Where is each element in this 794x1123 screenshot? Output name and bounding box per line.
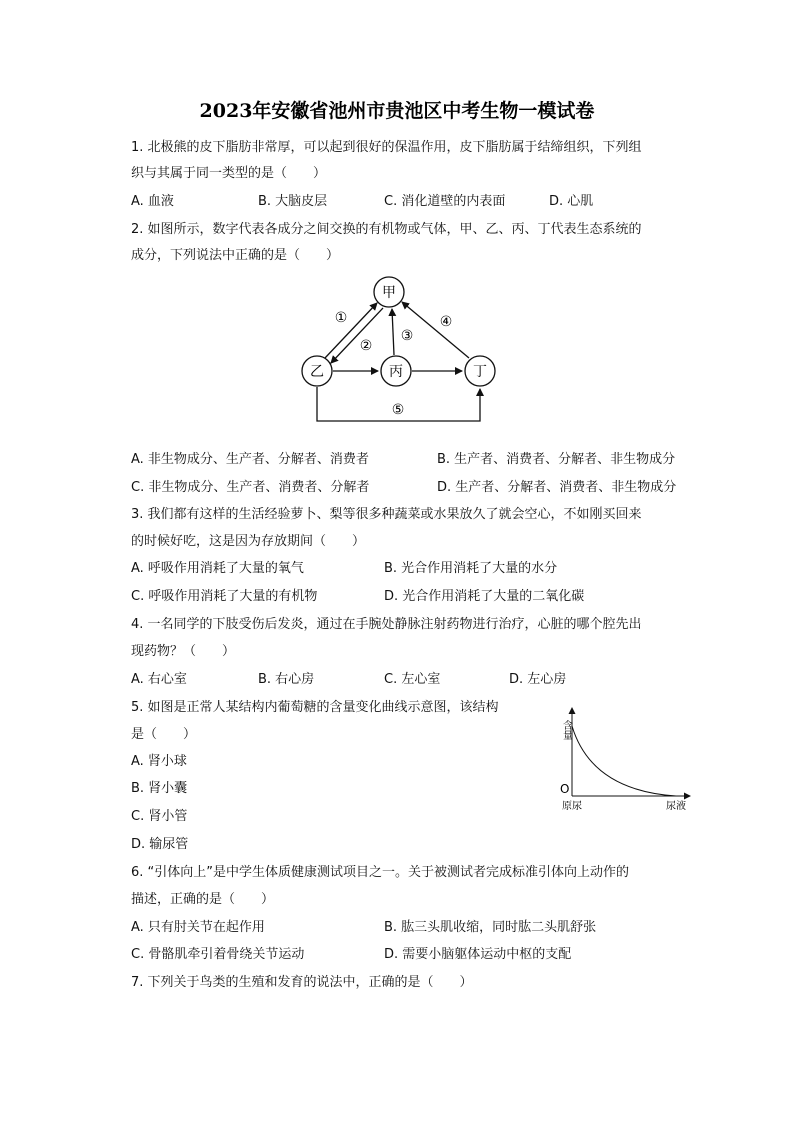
glucose-curve <box>572 726 676 796</box>
q5-stem-line2: 是（ ） <box>131 727 197 742</box>
q3-option-b[interactable]: B. 光合作用消耗了大量的水分 <box>384 561 558 576</box>
q1-option-b[interactable]: B. 大脑皮层 <box>258 194 328 209</box>
arrow-label-1: ① <box>334 310 348 326</box>
q4-stem-line2: 现药物？（ ） <box>131 644 236 659</box>
q1-stem-line1: 1. 北极熊的皮下脂肪非常厚，可以起到很好的保温作用，皮下脂肪属于结缔组织，下列组 <box>131 140 642 155</box>
q6-option-d[interactable]: D. 需要小脑躯体运动中枢的支配 <box>384 947 572 962</box>
q5-stem-line1: 5. 如图是正常人某结构内葡萄糖的含量变化曲线示意图，该结构 <box>131 700 499 715</box>
q4-stem-line1: 4. 一名同学的下肢受伤后发炎，通过在手腕处静脉注射药物进行治疗，心脏的哪个腔先出 <box>131 617 642 632</box>
arrow-label-3: ③ <box>400 328 414 344</box>
q1-stem-line2: 织与其属于同一类型的是（ ） <box>131 166 327 181</box>
node-bing <box>381 356 411 386</box>
q4-option-c[interactable]: C. 左心室 <box>384 672 441 687</box>
chart-ylabel: 含量 <box>560 720 572 740</box>
q5-option-b[interactable]: B. 肾小囊 <box>131 781 188 796</box>
ecosystem-diagram <box>290 270 510 430</box>
q6-option-c[interactable]: C. 骨骼肌牵引着骨绕关节运动 <box>131 947 305 962</box>
q2-option-b[interactable]: B. 生产者、消费者、分解者、非生物成分 <box>437 452 676 467</box>
chart-xend: 尿液 <box>666 801 686 812</box>
q1-option-d[interactable]: D. 心肌 <box>549 194 594 209</box>
arrow-label-4: ④ <box>439 314 453 330</box>
q1-option-a[interactable]: A. 血液 <box>131 194 174 209</box>
q6-option-a[interactable]: A. 只有肘关节在起作用 <box>131 920 265 935</box>
node-jia-label: 甲 <box>382 285 396 301</box>
page-title: 2023年安徽省池州市贵池区中考生物一模试卷 <box>199 100 595 122</box>
q1-option-c[interactable]: C. 消化道壁的内表面 <box>384 194 506 209</box>
node-yi <box>302 356 332 386</box>
q2-stem-line2: 成分，下列说法中正确的是（ ） <box>131 248 340 263</box>
q6-option-b[interactable]: B. 肱三头肌收缩，同时肱二头肌舒张 <box>384 920 597 935</box>
q3-option-d[interactable]: D. 光合作用消耗了大量的二氧化碳 <box>384 589 585 604</box>
q3-option-c[interactable]: C. 呼吸作用消耗了大量的有机物 <box>131 589 318 604</box>
node-ding-label: 丁 <box>473 364 487 380</box>
q7-stem-line1: 7. 下列关于鸟类的生殖和发育的说法中，正确的是（ ） <box>131 975 473 990</box>
arrow-label-5: ⑤ <box>391 402 405 418</box>
node-ding <box>465 356 495 386</box>
q4-option-d[interactable]: D. 左心房 <box>509 672 567 687</box>
q5-option-d[interactable]: D. 输尿管 <box>131 837 189 852</box>
q5-option-c[interactable]: C. 肾小管 <box>131 809 188 824</box>
chart-origin: O <box>560 782 570 796</box>
q4-option-b[interactable]: B. 右心房 <box>258 672 315 687</box>
q2-option-d[interactable]: D. 生产者、分解者、消费者、非生物成分 <box>437 480 677 495</box>
node-yi-label: 乙 <box>310 364 324 380</box>
arrow-3 <box>392 309 394 355</box>
q2-option-a[interactable]: A. 非生物成分、生产者、分解者、消费者 <box>131 452 369 467</box>
q3-option-a[interactable]: A. 呼吸作用消耗了大量的氧气 <box>131 561 304 576</box>
glucose-curve-chart <box>550 702 700 817</box>
chart-xstart: 原尿 <box>562 801 582 812</box>
q2-option-c[interactable]: C. 非生物成分、生产者、消费者、分解者 <box>131 480 370 495</box>
arrow-label-2: ② <box>359 338 373 354</box>
node-bing-label: 丙 <box>389 364 403 380</box>
q3-stem-line2: 的时候好吃，这是因为存放期间（ ） <box>131 534 366 549</box>
q3-stem-line1: 3. 我们都有这样的生活经验萝卜、梨等很多种蔬菜或水果放久了就会空心，不如刚买回来 <box>131 507 642 522</box>
q5-option-a[interactable]: A. 肾小球 <box>131 754 187 769</box>
q6-stem-line2: 描述，正确的是（ ） <box>131 892 275 907</box>
q2-stem-line1: 2. 如图所示，数字代表各成分之间交换的有机物或气体，甲、乙、丙、丁代表生态系统的 <box>131 222 642 237</box>
q4-option-a[interactable]: A. 右心室 <box>131 672 187 687</box>
q6-stem-line1: 6. “引体向上”是中学生体质健康测试项目之一。关于被测试者完成标准引体向上动作的 <box>131 865 630 880</box>
node-jia <box>374 277 404 307</box>
